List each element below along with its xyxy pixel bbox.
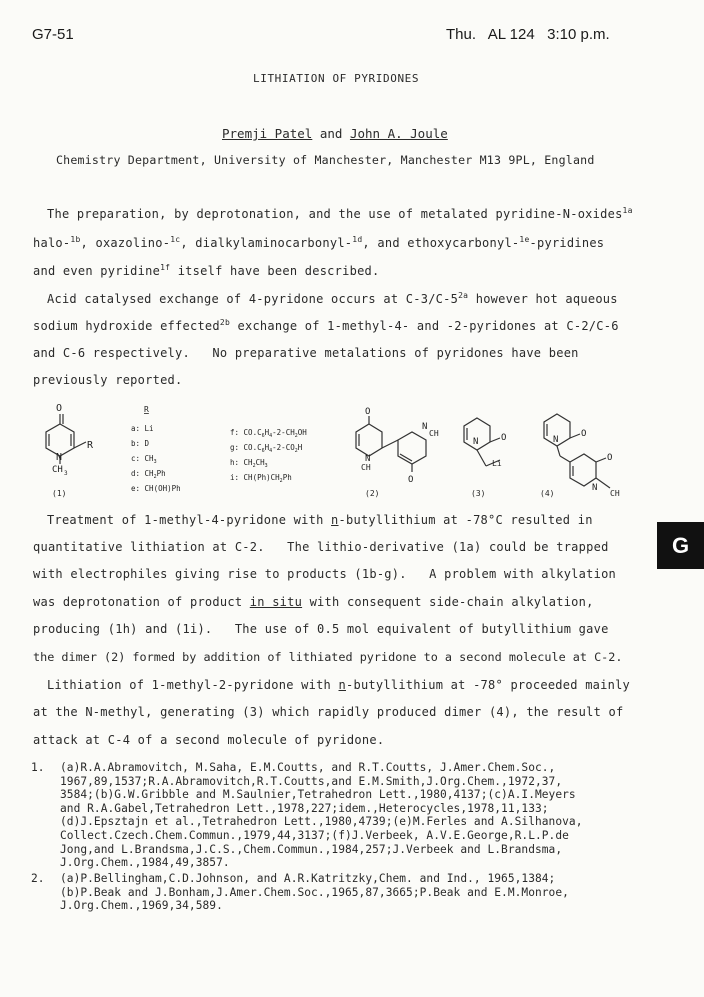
atom-n-1: N	[56, 452, 63, 463]
atom-n-4b: N	[592, 483, 598, 493]
atom-o-4b: O	[607, 453, 613, 463]
results-line-3: with electrophiles giving rise to products (1b-g). A problem with alkylation	[33, 567, 617, 581]
atom-li-3: Li	[492, 459, 502, 468]
compound-1-label: (1)	[52, 489, 67, 498]
r-item-a: a: Li	[131, 424, 154, 433]
reference-2-line: J.Org.Chem.,1969,34,589.	[60, 899, 223, 913]
reference-1-number: 1.	[31, 761, 45, 774]
paper-title: LITHIATION OF PYRIDONES	[253, 72, 420, 85]
author-1: Premji Patel	[222, 126, 313, 141]
reference-1-line: J.Org.Chem.,1984,49,3857.	[60, 856, 230, 870]
document-code: G7-51	[32, 26, 74, 43]
atom-n-3: N	[473, 437, 479, 447]
results-line-6: the dimer (2) formed by addition of lithiated pyridone to a second molecule at C-2.	[33, 650, 623, 664]
r-item-f: f: $CO.C_6H_4-2-CH_2OH$	[230, 428, 307, 439]
reference-2	[60, 872, 569, 913]
compound-4-label: (4)	[540, 489, 555, 498]
compound-2-label: (2)	[365, 489, 380, 498]
compound-4-structure	[544, 414, 613, 488]
svg-text:3: 3	[64, 470, 68, 477]
reference-2-number: 2.	[31, 872, 45, 885]
atom-o-1: O	[56, 403, 63, 414]
atom-o-2a: O	[365, 407, 371, 417]
atom-r-1: R	[87, 440, 94, 451]
atom-o-2b: O	[408, 475, 414, 485]
r-item-g: g: $CO.C_6H_4-2-CO_2H$	[230, 443, 303, 454]
r-item-h: h: $CH_2CH_3$	[230, 458, 268, 469]
reference-1-line: Collect.Czech.Chem.Commun.,1979,44,3137;(f)J.Verbeek, A.V.E.George,R.L.P.de	[60, 828, 569, 842]
results-line-2: quantitative lithiation at C-2. The lithio-derivative (1a) could be trapped	[33, 540, 609, 554]
reference-1-line: 3584;(b)G.W.Gribble and M.Saulnier,Tetrahedron Lett.,1980,4137;(c)A.I.Meyers	[60, 788, 576, 802]
r-item-c: c: $CH_3$	[131, 454, 157, 465]
compound-1-structure	[46, 414, 86, 464]
results-line-7: Lithiation of 1-methyl-2-pyridone with n-butyllithium at -78° proceeded mainly	[47, 678, 631, 692]
atom-n-2b: N	[422, 422, 428, 432]
atom-ch3-1: CH	[52, 465, 63, 475]
reference-1-line: (a)R.A.Abramovitch, M.Saha, E.M.Coutts, and R.T.Coutts, J.Amer.Chem.Soc.,	[60, 761, 556, 774]
reference-1	[60, 761, 582, 870]
intro-line-2: halo-$^{1b}$, oxazolino-$^{1c}$, dialkylaminocarbonyl-$^{1d}$, and ethoxycarbonyl-$^{1e}$-pyridines	[33, 235, 605, 250]
results-line-8: at the N-methyl, generating (3) which rapidly produced dimer (4), the result of	[33, 705, 624, 719]
intro-line-6: and C-6 respectively. No preparative metalations of pyridones have been	[33, 346, 579, 360]
section-tab-g: G	[657, 522, 704, 569]
reference-2-line: (a)P.Bellingham,C.D.Johnson, and A.R.Katritzky,Chem. and Ind., 1965,1384;	[60, 872, 556, 885]
intro-line-1: The preparation, by deprotonation, and the use of metalated pyridine-N-oxides$^{1a}$	[47, 206, 633, 221]
authors	[222, 126, 448, 141]
atom-n-4a: N	[553, 435, 559, 445]
atom-ch3-4: CH	[610, 489, 620, 498]
atom-o-4a: O	[581, 429, 587, 439]
structures-figure	[30, 396, 650, 504]
session-info: Thu. AL 124 3:10 p.m.	[446, 26, 610, 43]
atom-o-3: O	[501, 433, 507, 443]
reference-1-line: Jong,and L.Brandsma,J.C.S.,Chem.Commun.,1984,257;J.Verbeek and L.Brandsma,	[60, 842, 563, 856]
intro-line-3: and even pyridine$^{1f}$ itself have been described.	[33, 263, 380, 278]
r-item-i: i: $CH(Ph)CH_2Ph$	[230, 473, 292, 484]
compound-3-label: (3)	[471, 489, 486, 498]
results-line-9: attack at C-4 of a second molecule of pyridone.	[33, 733, 385, 747]
reference-1-line: 1967,89,1537;R.A.Abramovitch,R.T.Coutts,and E.M.Smith,J.Org.Chem.,1972,37,	[60, 774, 563, 788]
author-2: John A. Joule	[349, 126, 448, 141]
affiliation: Chemistry Department, University of Manchester, Manchester M13 9PL, England	[56, 153, 595, 167]
results-line-4: was deprotonation of product in situ with consequent side-chain alkylation,	[33, 595, 594, 609]
r-item-d: d: $CH_2Ph$	[131, 469, 166, 480]
results-line-5: producing (1h) and (1i). The use of 0.5 mol equivalent of butyllithium gave	[33, 622, 609, 636]
atom-n-2a: N	[365, 454, 371, 464]
atom-ch3-2b: CH	[429, 429, 439, 438]
authors-and: and	[319, 126, 343, 141]
atom-ch3-2a: CH	[361, 463, 371, 472]
intro-line-4: Acid catalysed exchange of 4-pyridone occurs at $C-3/C-5^{2a}$ however hot aqueous	[47, 291, 618, 306]
r-item-b: b: D	[131, 439, 150, 448]
intro-line-7: previously reported.	[33, 373, 183, 387]
intro-line-5: sodium hydroxide effected$^{2b}$ exchange of 1-methyl-4- and -2-pyridones at C-2/C-6	[33, 318, 619, 333]
reference-1-line: (d)J.Epsztajn et al.,Tetrahedron Lett.,1980,4739;(e)M.Ferles and A.Silhanova,	[60, 815, 583, 829]
reference-1-line: and R.A.Gabel,Tetrahedron Lett.,1978,227;idem.,Heterocycles,1978,11,133;	[60, 801, 549, 815]
r-header: R	[144, 405, 149, 414]
reference-2-line: (b)P.Beak and J.Bonham,J.Amer.Chem.Soc.,1965,87,3665;P.Beak and E.M.Monroe,	[60, 885, 569, 899]
r-item-e: e: CH(OH)Ph	[131, 484, 181, 493]
results-line-1: Treatment of 1-methyl-4-pyridone with n-butyllithium at -78°C resulted in	[47, 513, 593, 527]
